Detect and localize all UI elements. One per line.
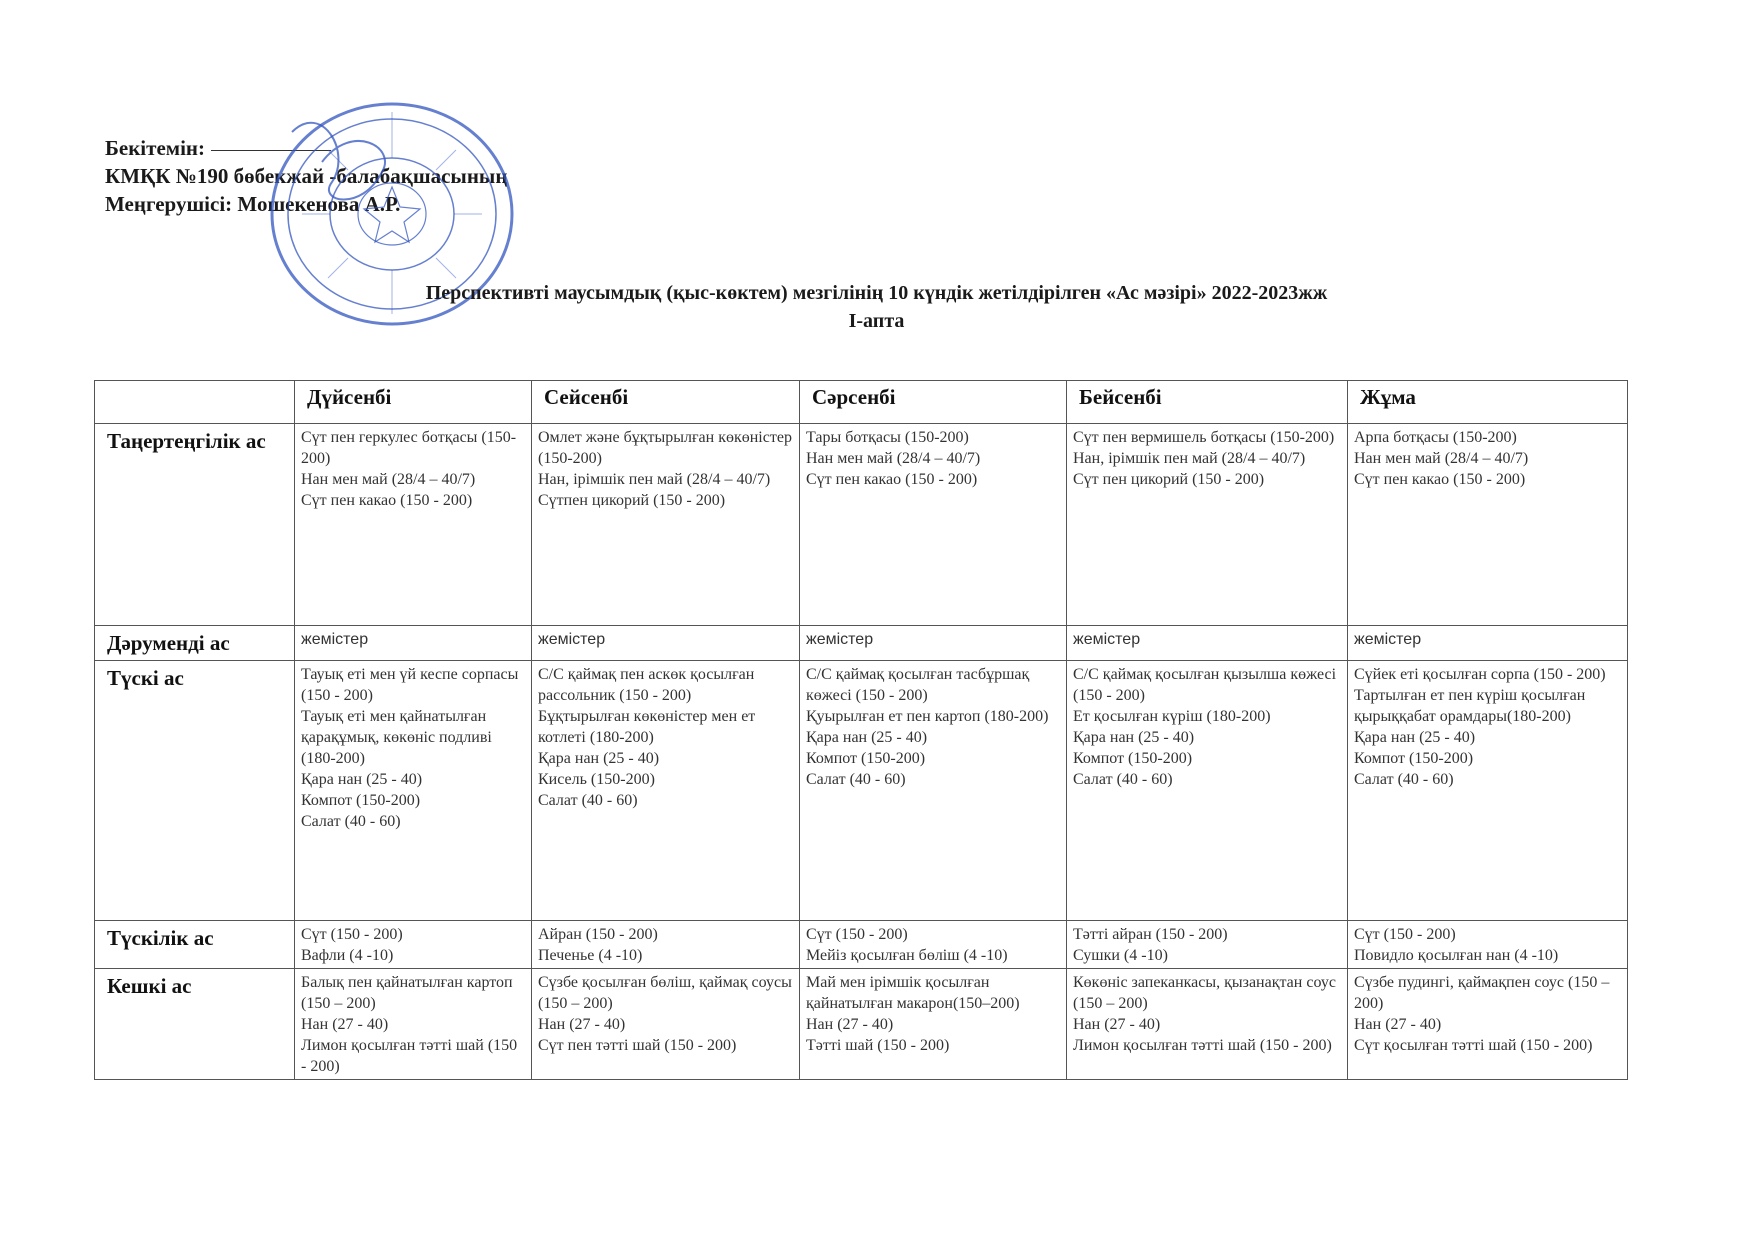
menu-item: Нан мен май (28/4 – 40/7)	[806, 450, 981, 467]
menu-item: Нан, ірімшік пен май (28/4 – 40/7)	[1073, 450, 1306, 467]
title-main: Перспективті маусымдық (қыс-көктем) мезгілінің 10 күндік жетілдірілген «Ас мәзірі» 2022-2023жж	[425, 282, 1328, 304]
menu-item: Қара нан (25 - 40)	[301, 771, 423, 788]
menu-item: Салат (40 - 60)	[806, 771, 906, 788]
header-day: Сейсенбі	[532, 381, 800, 424]
menu-item: С/С қаймақ қосылған қызылша көжесі (150 - 200)	[1073, 666, 1337, 704]
menu-item: Салат (40 - 60)	[538, 792, 638, 809]
approval-line-3: Меңгерушісі: Мошекенова А.Р.	[105, 192, 401, 216]
menu-item: Компот (150-200)	[1354, 750, 1474, 767]
menu-cell	[532, 969, 800, 1080]
menu-cell	[800, 626, 1067, 661]
menu-item: Сүт қосылған тәтті шай (150 - 200)	[1354, 1037, 1593, 1054]
menu-item: Салат (40 - 60)	[1073, 771, 1173, 788]
menu-item: Тартылған ет пен күріш қосылған қырыққабат орамдары(180-200)	[1354, 687, 1586, 725]
table-row	[95, 424, 1628, 626]
menu-cell	[1348, 921, 1628, 969]
menu-item: Повидло қосылған нан (4 -10)	[1354, 947, 1559, 964]
menu-item: С/С қаймақ қосылған тасбұршақ көжесі (150 - 200)	[806, 666, 1030, 704]
menu-item: Нан (27 - 40)	[806, 1016, 894, 1033]
menu-item: жемістер	[301, 631, 369, 648]
menu-cell	[295, 969, 532, 1080]
menu-cell	[1067, 921, 1348, 969]
table-row	[95, 921, 1628, 969]
menu-item: Нан (27 - 40)	[538, 1016, 626, 1033]
menu-item: Лимон қосылған тәтті шай (150 - 200)	[1073, 1037, 1332, 1054]
menu-cell	[800, 424, 1067, 626]
menu-item: жемістер	[538, 631, 606, 648]
menu-item: жемістер	[1073, 631, 1141, 648]
menu-cell	[532, 626, 800, 661]
menu-item: Салат (40 - 60)	[1354, 771, 1454, 788]
menu-item: Компот (150-200)	[806, 750, 926, 767]
menu-cell	[800, 661, 1067, 921]
header-day: Бейсенбі	[1067, 381, 1348, 424]
header-corner	[95, 381, 295, 424]
menu-item: Компот (150-200)	[301, 792, 421, 809]
table-row	[95, 969, 1628, 1080]
menu-item: Нан (27 - 40)	[1354, 1016, 1442, 1033]
menu-item: Май мен ірімшік қосылған қайнатылған макарон(150–200)	[806, 974, 1020, 1012]
menu-item: Тары ботқасы (150-200)	[806, 429, 969, 446]
table-row	[95, 661, 1628, 921]
menu-cell	[532, 424, 800, 626]
menu-item: Айран (150 - 200)	[538, 926, 658, 943]
menu-cell	[1348, 626, 1628, 661]
menu-item: Көкөніс запеканкасы, қызанақтан соус (150 – 200)	[1073, 974, 1336, 1012]
menu-cell	[1348, 424, 1628, 626]
menu-cell	[295, 424, 532, 626]
menu-item: Балық пен қайнатылған картоп (150 – 200)	[301, 974, 513, 1012]
menu-item: Нан мен май (28/4 – 40/7)	[301, 471, 476, 488]
menu-item: Мейіз қосылған бөліш (4 -10)	[806, 947, 1008, 964]
menu-cell	[295, 921, 532, 969]
header-day: Жұма	[1348, 381, 1628, 424]
menu-item: Печенье (4 -10)	[538, 947, 643, 964]
menu-item: Қара нан (25 - 40)	[538, 750, 660, 767]
menu-item: Сүт пен какао (150 - 200)	[1354, 471, 1526, 488]
menu-item: Сүтпен цикорий (150 - 200)	[538, 492, 726, 509]
meal-name: Кешкі ас	[95, 969, 295, 1080]
approval-line-2: КМҚК №190 бөбекжай -балабақшасының	[105, 164, 508, 188]
menu-cell	[800, 921, 1067, 969]
menu-cell	[532, 661, 800, 921]
menu-item: Сүт пен геркулес ботқасы (150-200)	[301, 429, 517, 467]
menu-item: Тауық еті мен үй кеспе сорпасы (150 - 200)	[301, 666, 519, 704]
menu-item: Нан (27 - 40)	[1073, 1016, 1161, 1033]
menu-item: Сүт (150 - 200)	[301, 926, 403, 943]
menu-item: Сүйек еті қосылған сорпа (150 - 200)	[1354, 666, 1606, 683]
approval-line-1: Бекітемін:	[105, 134, 507, 162]
header-day: Дүйсенбі	[295, 381, 532, 424]
menu-item: жемістер	[1354, 631, 1422, 648]
menu-cell	[1348, 661, 1628, 921]
menu-item: Сүт пен вермишель ботқасы (150-200)	[1073, 429, 1335, 446]
menu-item: Нан (27 - 40)	[301, 1016, 389, 1033]
menu-item: Қуырылған ет пен картоп (180-200)	[806, 708, 1049, 725]
menu-item: Сушки (4 -10)	[1073, 947, 1168, 964]
menu-item: Сүт пен какао (150 - 200)	[806, 471, 978, 488]
menu-cell	[1067, 661, 1348, 921]
menu-item: Сүт пен цикорий (150 - 200)	[1073, 471, 1265, 488]
menu-item: Тәтті айран (150 - 200)	[1073, 926, 1228, 943]
meal-name: Түскі ас	[95, 661, 295, 921]
menu-item: Сүзбе қосылған бөліш, қаймақ соусы (150 – 200)	[538, 974, 792, 1012]
menu-item: Лимон қосылған тәтті шай (150 - 200)	[301, 1037, 518, 1075]
table-row	[95, 626, 1628, 661]
menu-item: Ет қосылған күріш (180-200)	[1073, 708, 1271, 725]
menu-cell	[1067, 424, 1348, 626]
menu-item: Қара нан (25 - 40)	[806, 729, 928, 746]
menu-item: Қара нан (25 - 40)	[1354, 729, 1476, 746]
menu-cell	[800, 969, 1067, 1080]
menu-item: Кисель (150-200)	[538, 771, 655, 788]
menu-item: Компот (150-200)	[1073, 750, 1193, 767]
meal-name: Түскілік ас	[95, 921, 295, 969]
menu-item: Вафли (4 -10)	[301, 947, 394, 964]
menu-item: Арпа ботқасы (150-200)	[1354, 429, 1517, 446]
menu-item: Сүт (150 - 200)	[806, 926, 908, 943]
header-day: Сәрсенбі	[800, 381, 1067, 424]
menu-item: жемістер	[806, 631, 874, 648]
menu-item: Нан, ірімшік пен май (28/4 – 40/7)	[538, 471, 771, 488]
menu-item: Бұқтырылған көкөністер мен ет котлеті (180-200)	[538, 708, 756, 746]
menu-item: Тауық еті мен қайнатылған қарақұмық, көкөніс подливі (180-200)	[301, 708, 492, 767]
menu-cell	[1348, 969, 1628, 1080]
meal-name: Таңертеңгілік ас	[95, 424, 295, 626]
menu-cell	[295, 661, 532, 921]
meal-name: Дәруменді ас	[95, 626, 295, 661]
menu-cell	[532, 921, 800, 969]
menu-item: Салат (40 - 60)	[301, 813, 401, 830]
menu-item: Омлет және бұқтырылған көкөністер (150-200)	[538, 429, 792, 467]
menu-table	[94, 380, 1628, 1080]
menu-item: Сүт (150 - 200)	[1354, 926, 1456, 943]
menu-item: Тәтті шай (150 - 200)	[806, 1037, 950, 1054]
table-header-row	[95, 381, 1628, 424]
menu-item: С/С қаймақ пен аскөк қосылған рассольник (150 - 200)	[538, 666, 755, 704]
menu-cell	[1067, 969, 1348, 1080]
menu-cell	[295, 626, 532, 661]
document-title	[0, 279, 1753, 335]
menu-item: Сүт пен тәтті шай (150 - 200)	[538, 1037, 737, 1054]
menu-item: Нан мен май (28/4 – 40/7)	[1354, 450, 1529, 467]
menu-cell	[1067, 626, 1348, 661]
menu-item: Қара нан (25 - 40)	[1073, 729, 1195, 746]
menu-item: Сүт пен какао (150 - 200)	[301, 492, 473, 509]
title-week: I-апта	[848, 310, 905, 332]
menu-item: Сүзбе пудингі, қаймақпен соус (150 – 200)	[1354, 974, 1610, 1012]
